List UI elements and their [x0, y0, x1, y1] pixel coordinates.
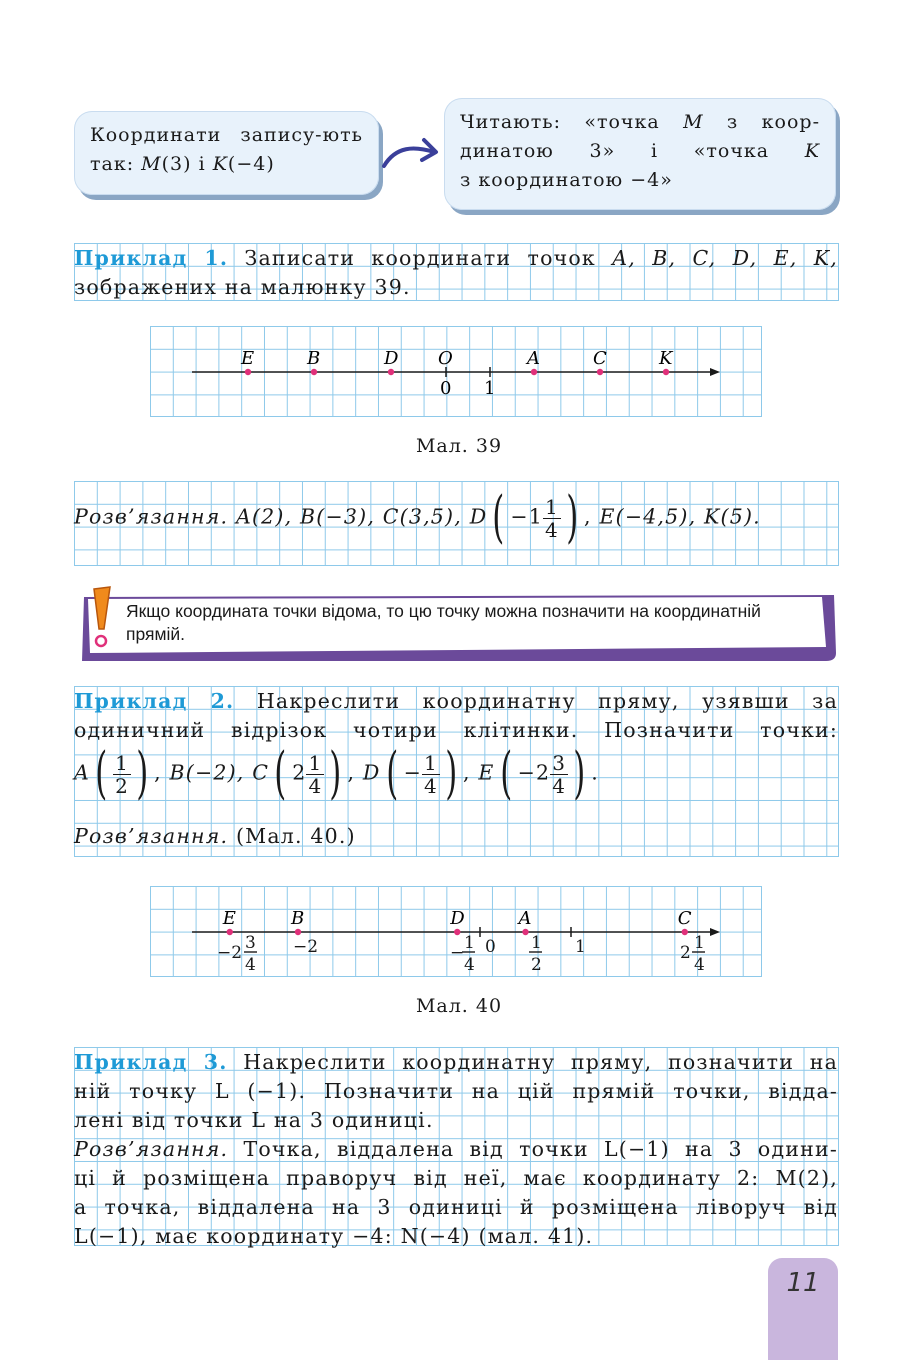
- k-letter: K: [212, 153, 228, 175]
- ex3-line1: Накреслити координатну пряму, позначити на: [227, 1050, 839, 1074]
- point-label-k: K: [659, 348, 673, 369]
- point-label-c: C: [677, 908, 692, 929]
- numerator: 1: [308, 750, 323, 775]
- m-letter-right: M: [683, 111, 704, 133]
- paren-left: (: [499, 741, 513, 806]
- d-num-label: 1: [464, 933, 475, 953]
- solution1-text: Розв’язання. A(2), B(−3), C(3,5), D( −1 $\frac{1}{4}$ ) , E(−4,5), K(5).: [74, 485, 761, 550]
- example1-points: A, B, C, D, E, K,: [612, 246, 838, 270]
- ex3-sol1: Точка, віддалена від точки L(−1) на 3 одини-: [228, 1137, 838, 1161]
- denominator: 4: [423, 773, 438, 798]
- d-den-label: 4: [464, 955, 475, 975]
- example2-solution: [74, 822, 838, 851]
- point-label-e: E: [241, 348, 255, 369]
- denominator: 2: [115, 773, 130, 798]
- point-label-b: B: [291, 908, 305, 929]
- origin-label: O: [438, 348, 453, 369]
- left-speech-bubble: [74, 111, 379, 195]
- line2-text: динатою 3» і «точка: [460, 140, 805, 162]
- ex2-c: C: [252, 760, 270, 785]
- paren-right: ): [329, 741, 343, 806]
- point-d: [454, 929, 460, 935]
- paren-right: ): [573, 741, 587, 806]
- paren-right: ): [566, 485, 579, 550]
- warning-exclamation-icon: [90, 585, 114, 651]
- k-value: (−4): [227, 153, 275, 175]
- k-letter-right: K: [804, 140, 820, 162]
- ex2-c-whole: 2: [292, 760, 307, 785]
- ex2-e-whole: −2: [517, 760, 551, 785]
- numerator: 1: [423, 750, 438, 775]
- page-number-tab: [768, 1258, 838, 1360]
- example1-label: Приклад 1.: [74, 246, 229, 270]
- sol1-d: D: [469, 504, 488, 529]
- sol1-k: K(5).: [704, 504, 761, 529]
- m-value: (3): [161, 153, 192, 175]
- e-den-label: 4: [245, 955, 256, 975]
- ex2-d: D: [362, 760, 381, 785]
- one-label: 1: [575, 937, 586, 957]
- note-text: Якщо координата точки відома, то цю точку можна позначити на координатній прямій.: [126, 601, 761, 644]
- note-box: [74, 591, 838, 663]
- ex2-c-fraction: [306, 752, 324, 797]
- point-c: [597, 369, 603, 375]
- point-label-c: C: [593, 348, 607, 369]
- point-label-e: E: [222, 908, 236, 929]
- sol1-d-fraction: [543, 496, 561, 541]
- ex2-d-fraction: [422, 752, 440, 797]
- right-bubble-line3: з координатою −4»: [460, 169, 673, 191]
- sol1-c: C(3,5),: [382, 504, 470, 529]
- right-bubble-line2: [460, 137, 820, 166]
- left-bubble-text: Координати запису-ють так:: [90, 124, 363, 175]
- denominator: 4: [308, 773, 323, 798]
- ex3-line2: ній точку L (−1). Позначити на цій прямій точки, відда-: [74, 1079, 838, 1103]
- ex3-sol3: а точка, віддалена на 3 одиниці й розміщена ліворуч від: [74, 1195, 838, 1219]
- example3-label: Приклад 3.: [74, 1050, 228, 1074]
- point-label-b: B: [307, 348, 321, 369]
- ex2-d-sign: −: [403, 760, 422, 785]
- fig39-number-line: [150, 326, 761, 416]
- numerator: 3: [552, 750, 567, 775]
- point-b: [311, 369, 317, 375]
- ex2-b: B(−2),: [169, 760, 245, 785]
- point-a: [522, 929, 528, 935]
- c-whole-label: 2: [680, 943, 691, 963]
- ex3-line3: лені від точки L на 3 одиниці.: [74, 1108, 434, 1132]
- axis-arrowhead: [710, 928, 720, 936]
- sol1-a: A(2),: [235, 504, 301, 529]
- example1-text-b: зображених на малюнку 39.: [74, 275, 411, 299]
- paren-left: (: [95, 741, 108, 806]
- point-a: [531, 369, 537, 375]
- example1-text: [74, 244, 838, 302]
- paren-left: (: [274, 741, 287, 806]
- fig39-caption: Мал. 39: [415, 435, 503, 457]
- ex2-a: A: [74, 760, 91, 785]
- line1-text-b: з коор-: [703, 111, 820, 133]
- point-d: [388, 369, 394, 375]
- paren-left: (: [492, 485, 506, 550]
- m-letter: M: [141, 153, 162, 175]
- numerator: 1: [115, 750, 130, 775]
- example2-text: [74, 687, 838, 745]
- denominator: 4: [552, 773, 567, 798]
- d-sign-label: −: [450, 943, 465, 963]
- paren-right: ): [445, 741, 458, 806]
- point-e: [227, 929, 233, 935]
- ex2-solution-text: (Мал. 40.): [228, 824, 356, 848]
- ex3-sol2: ці й розміщена праворуч від неї, має координату 2: M(2),: [74, 1166, 838, 1190]
- paren-right: ): [136, 741, 149, 806]
- point-label-a: A: [527, 348, 540, 369]
- a-den-label: 2: [531, 955, 542, 975]
- solution1-label: Розв’язання.: [74, 504, 229, 529]
- example1-text-a: Записати координати точок: [228, 246, 613, 270]
- sol1-b: B(−3),: [300, 504, 383, 529]
- b-label: −2: [293, 937, 319, 957]
- line1-text-a: Читають: «точка: [460, 111, 684, 133]
- ex2-solution-label: Розв’язання.: [74, 824, 229, 848]
- c-num-label: 1: [694, 933, 705, 953]
- c-den-label: 4: [694, 955, 705, 975]
- point-label-a: A: [518, 908, 532, 929]
- axis-arrowhead: [710, 368, 720, 376]
- page-number: 11: [786, 1268, 820, 1298]
- point-b: [295, 929, 301, 935]
- sol1-d-whole: −1: [510, 504, 544, 529]
- ex2-e: E: [478, 760, 495, 785]
- tick-0-label: 0: [440, 378, 452, 399]
- point-c: [682, 929, 688, 935]
- and-word: і: [191, 153, 213, 175]
- example2-body: Накреслити координатну пряму, узявши за одиничний відрізок чотири клітинки. Позначити точки:: [74, 689, 838, 742]
- e-num-label: 3: [245, 933, 256, 953]
- point-e: [245, 369, 251, 375]
- ex3-solution-label: Розв’язання.: [74, 1137, 229, 1161]
- denominator: 4: [545, 517, 559, 542]
- example2-label: Приклад 2.: [74, 689, 235, 713]
- point-k: [663, 369, 669, 375]
- paren-left: (: [385, 741, 399, 806]
- a-num-label: 1: [531, 933, 542, 953]
- right-speech-bubble: [444, 98, 836, 210]
- point-label-d: D: [450, 908, 465, 929]
- fig40-caption: Мал. 40: [415, 995, 503, 1017]
- ex2-e-fraction: [550, 752, 568, 797]
- arrow-icon: [380, 130, 442, 174]
- zero-label: 0: [485, 937, 496, 957]
- tick-1-label: 1: [484, 378, 496, 399]
- e-whole-label: −2: [217, 943, 243, 963]
- example3-text: [74, 1048, 838, 1251]
- ex3-sol4: L(−1), має координату −4: N(−4) (мал. 41).: [74, 1224, 594, 1248]
- point-label-d: D: [384, 348, 399, 369]
- right-bubble-line1: [460, 108, 820, 137]
- ex2-a-fraction: [113, 752, 131, 797]
- example2-points: A( $\frac{1}{2}$ ) , B(−2), C( 2 $\frac{1}{4}$ ) , D( − $\frac{1}{4}$ ) , E( −2 $\frac{3}{4}$ ) .: [74, 741, 599, 806]
- sol1-e: E(−4,5),: [599, 504, 705, 529]
- numerator: 1: [545, 494, 559, 519]
- fig40-number-line: [150, 886, 761, 976]
